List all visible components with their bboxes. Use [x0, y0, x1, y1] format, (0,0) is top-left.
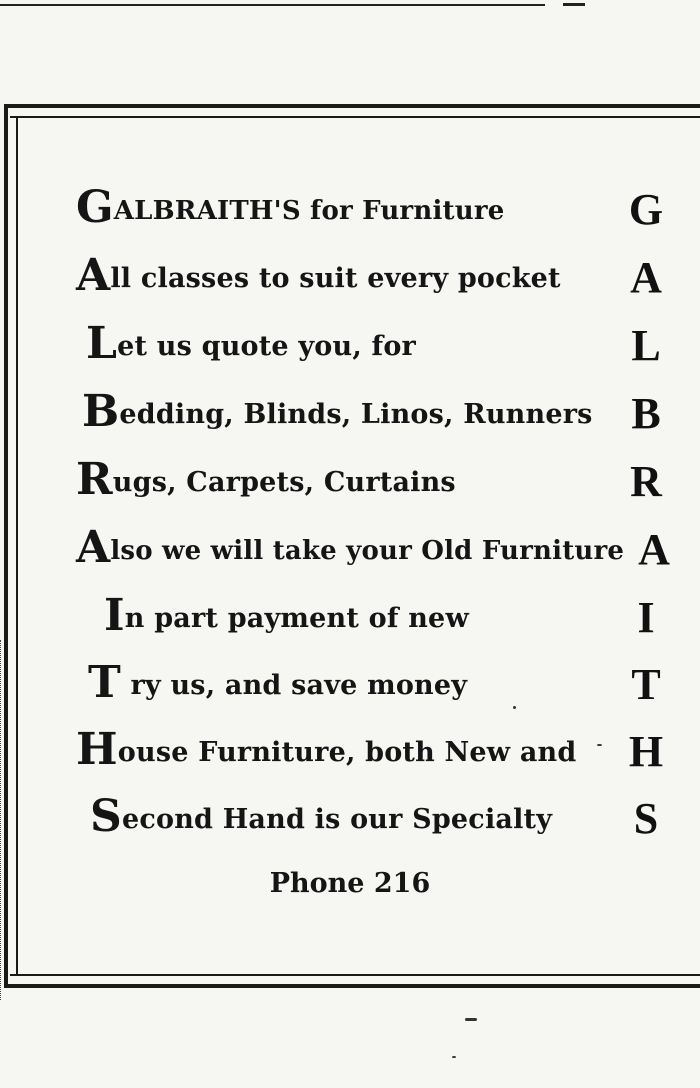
acrostic-letter: H [628, 727, 664, 776]
acrostic-phrase [76, 724, 577, 775]
acrostic-row-10 [76, 789, 676, 845]
acrostic-phrase [76, 454, 456, 505]
phone-number: Phone 216 [269, 868, 431, 899]
frame-bottom-thin-rule [10, 974, 700, 976]
acrostic-letter: T [631, 660, 661, 709]
acrostic-text: ry us, and save money [120, 670, 468, 701]
acrostic-letter: B [631, 389, 661, 438]
acrostic-text: ouse Furniture, both New and [117, 737, 577, 768]
acrostic-letter: R [630, 457, 662, 506]
acrostic-row-7 [76, 588, 676, 644]
acrostic-row-5 [76, 452, 676, 508]
acrostic-initial: L [86, 318, 118, 369]
acrostic-letter: A [638, 525, 670, 574]
acrostic-letter: S [633, 794, 659, 843]
acrostic-text: n part payment of new [124, 603, 469, 634]
acrostic-initial: T [88, 657, 121, 708]
acrostic-text: edding, Blinds, Linos, Runners [119, 399, 593, 430]
acrostic-phrase [76, 250, 561, 301]
acrostic-phrase [88, 657, 468, 708]
print-speck [597, 744, 602, 746]
acrostic-row-9 [76, 722, 676, 778]
frame-left-thin-rule [16, 116, 18, 976]
frame-left-thick-rule [4, 104, 8, 988]
acrostic-initial: I [104, 590, 125, 641]
acrostic-initial: B [82, 386, 120, 437]
acrostic-row-4 [76, 384, 676, 440]
acrostic-phrase [104, 590, 469, 641]
top-page-mark [563, 3, 585, 6]
acrostic-initial: A [76, 250, 111, 301]
top-page-rule [0, 4, 545, 6]
acrostic-row-8 [76, 655, 676, 711]
acrostic-text: ALBRAITH'S for Furniture [113, 196, 505, 226]
acrostic-letter: I [637, 593, 655, 642]
frame-top-thin-rule [10, 116, 700, 118]
acrostic-row-2 [76, 248, 676, 304]
acrostic-initial: S [90, 791, 122, 842]
left-margin-dotted-line [0, 640, 3, 1000]
print-speck [452, 1056, 456, 1058]
acrostic-phrase [76, 182, 505, 233]
print-speck [513, 706, 516, 709]
print-speck [465, 1018, 477, 1021]
acrostic-phrase [90, 791, 553, 842]
acrostic-text: lso we will take your Old Furniture [110, 536, 625, 566]
acrostic-letter: G [628, 185, 664, 234]
acrostic-text: ll classes to suit every pocket [110, 263, 561, 294]
acrostic-text: econd Hand is our Specialty [121, 804, 553, 835]
acrostic-initial: A [76, 522, 111, 573]
acrostic-text: ugs, Carpets, Curtains [112, 467, 456, 498]
acrostic-initial: G [76, 182, 114, 233]
acrostic-row-6 [76, 520, 676, 576]
acrostic-row-1 [76, 180, 676, 236]
acrostic-initial: H [76, 724, 118, 775]
acrostic-letter: A [630, 253, 662, 302]
acrostic-text: et us quote you, for [117, 331, 416, 362]
acrostic-phrase [86, 318, 416, 369]
frame-top-thick-rule [4, 104, 700, 108]
frame-bottom-thick-rule [4, 984, 700, 988]
acrostic-initial: R [76, 454, 113, 505]
acrostic-phrase [76, 522, 625, 573]
acrostic-row-3 [76, 316, 676, 372]
acrostic-phrase [82, 386, 593, 437]
acrostic-letter: L [631, 321, 661, 370]
